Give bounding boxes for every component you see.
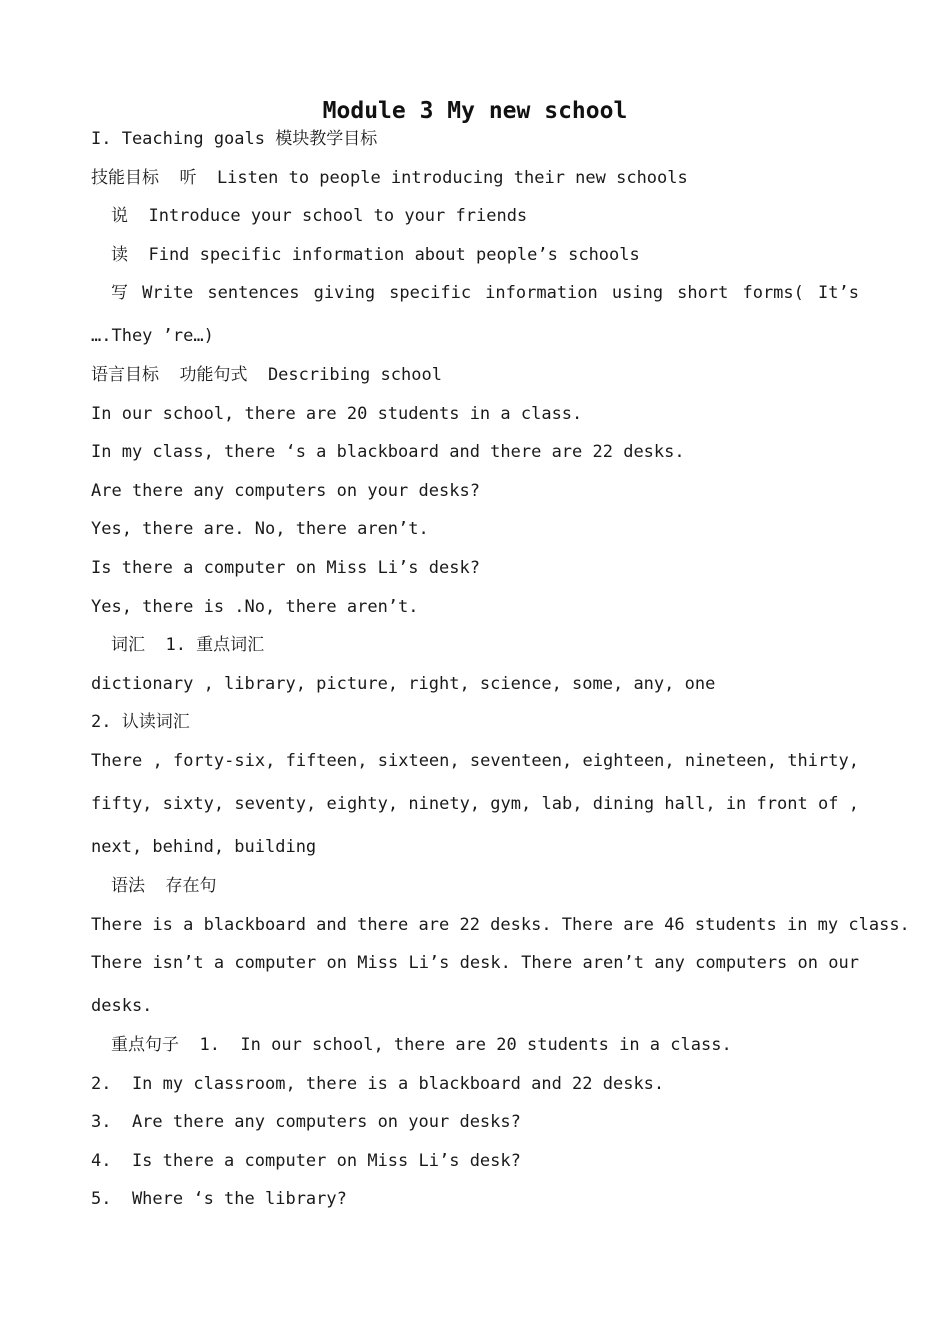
word: There <box>91 953 143 973</box>
word: computer <box>234 953 317 973</box>
word: front <box>756 794 808 814</box>
language-goal-heading: 语言目标 功能句式 Describing school <box>91 365 442 385</box>
word: isn’t <box>152 953 204 973</box>
teaching-goals-heading: I. Teaching goals 模块教学目标 <box>91 129 378 149</box>
word: of <box>817 794 839 814</box>
skill-goal-read: 读 Find specific information about people’s schools <box>111 245 640 265</box>
word: dining <box>592 794 655 814</box>
grammar-example <box>91 952 859 974</box>
word: our <box>828 953 859 973</box>
reading-vocabulary-list <box>91 750 859 772</box>
word: sentences <box>207 283 300 303</box>
example-sentence: Yes, there are. No, there aren’t. <box>91 519 429 539</box>
word: sixty, <box>162 794 225 814</box>
example-sentence: In our school, there are 20 students in a class. <box>91 404 583 424</box>
grammar-heading: 语法 存在句 <box>111 876 217 896</box>
key-sentence: 5. Where ‘s the library? <box>91 1189 347 1209</box>
grammar-example: There is a blackboard and there are 22 desks. There are 46 students in my class. <box>91 915 910 935</box>
word: lab, <box>541 794 583 814</box>
word: forms( <box>742 283 804 303</box>
word: aren’t <box>582 953 644 973</box>
word: in <box>725 794 747 814</box>
example-sentence: Is there a computer on Miss Li’s desk? <box>91 558 480 578</box>
key-sentences-heading: 重点句子 1. In our school, there are 20 students in a class. <box>111 1035 732 1055</box>
example-sentence: Are there any computers on your desks? <box>91 481 480 501</box>
word: fifty, <box>91 794 153 814</box>
example-sentence: In my class, there ‘s a blackboard and there are 22 desks. <box>91 442 685 462</box>
word: sixteen, <box>377 751 460 771</box>
word: 写 <box>111 283 128 303</box>
word: hall, <box>664 794 716 814</box>
skill-goal-speak: 说 Introduce your school to your friends <box>111 206 528 226</box>
word: , <box>848 794 859 814</box>
word: thirty, <box>787 751 859 771</box>
word: It’s <box>818 283 859 303</box>
reading-vocabulary-list <box>91 793 859 815</box>
word: Write <box>142 283 194 303</box>
word: short <box>677 283 729 303</box>
page-title: Module 3 My new school <box>322 98 628 124</box>
key-vocabulary-list: dictionary , library, picture, right, science, some, any, one <box>91 674 716 694</box>
word: using <box>611 283 664 303</box>
word: on <box>797 953 819 973</box>
word: , <box>152 751 163 771</box>
word: Miss <box>357 953 399 973</box>
word: information <box>485 283 598 303</box>
word: seventeen, <box>469 751 573 771</box>
reading-vocabulary-list: next, behind, building <box>91 837 317 857</box>
skill-goal-listen: 技能目标 听 Listen to people introducing their new schools <box>91 168 688 188</box>
word: specific <box>389 283 472 303</box>
word: eighteen, <box>582 751 675 771</box>
word: ninety, <box>408 794 481 814</box>
key-sentence: 4. Is there a computer on Miss Li’s desk? <box>91 1151 521 1171</box>
word: There <box>91 751 143 771</box>
key-sentence: 3. Are there any computers on your desks? <box>91 1112 521 1132</box>
word: seventy, <box>234 794 317 814</box>
example-sentence: Yes, there is .No, there aren’t. <box>91 597 419 617</box>
word: eighty, <box>326 794 399 814</box>
word: computers <box>695 953 788 973</box>
word: on <box>326 953 347 973</box>
skill-goal-write <box>111 282 859 304</box>
word: any <box>654 953 685 973</box>
word: forty-six, <box>172 751 276 771</box>
reading-vocabulary-heading: 2. 认读词汇 <box>91 712 190 732</box>
skill-goal-write-continued: ….They ’re…) <box>91 326 214 346</box>
word: There <box>521 953 573 973</box>
word: a <box>213 953 225 973</box>
word: gym, <box>490 794 532 814</box>
grammar-example: desks. <box>91 996 153 1016</box>
word: Li’s <box>408 953 450 973</box>
word: fifteen, <box>285 751 368 771</box>
key-sentence: 2. In my classroom, there is a blackboard and 22 desks. <box>91 1074 665 1094</box>
word: nineteen, <box>684 751 778 771</box>
word: giving <box>313 283 376 303</box>
word: desk. <box>459 953 511 973</box>
vocabulary-heading: 词汇 1. 重点词汇 <box>111 635 265 655</box>
